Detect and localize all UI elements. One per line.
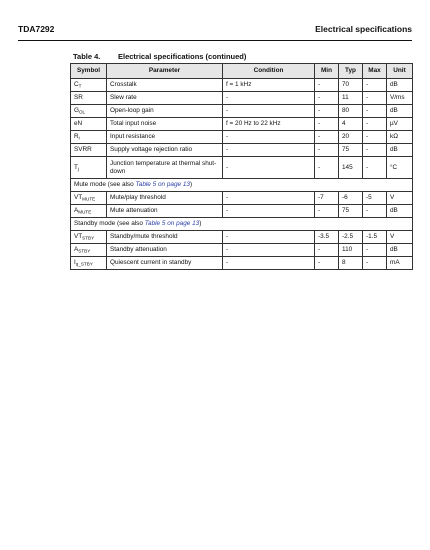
- symbol-subscript: STBY: [82, 235, 95, 241]
- cell-cond: -: [223, 144, 315, 157]
- cell-symbol: [71, 205, 107, 218]
- page-header: [18, 24, 412, 38]
- cell-unit: V/ms: [387, 92, 413, 105]
- cell-typ: 20: [339, 131, 363, 144]
- cell-min: -: [315, 205, 339, 218]
- cell-param: Supply voltage rejection ratio: [107, 144, 223, 157]
- cell-param: Mute/play threshold: [107, 192, 223, 205]
- cell-max: -: [363, 92, 387, 105]
- symbol-text: eN: [74, 120, 83, 127]
- cell-typ: -6: [339, 192, 363, 205]
- cell-max: -: [363, 244, 387, 257]
- col-header-typ: Typ: [339, 64, 363, 79]
- cell-typ: 145: [339, 157, 363, 179]
- cell-symbol: [71, 92, 107, 105]
- cell-symbol: [71, 157, 107, 179]
- table-row: [71, 105, 413, 118]
- electrical-specifications-table: [70, 63, 413, 270]
- section-suffix: ): [189, 181, 193, 188]
- cell-max: -: [363, 257, 387, 270]
- cell-symbol: [71, 118, 107, 131]
- cell-max: -5: [363, 192, 387, 205]
- cell-typ: 70: [339, 79, 363, 92]
- cell-typ: 110: [339, 244, 363, 257]
- cell-min: -3.5: [315, 231, 339, 244]
- cell-max: -: [363, 131, 387, 144]
- cell-min: -: [315, 144, 339, 157]
- table-5-link[interactable]: Table 5 on page 13: [144, 220, 200, 227]
- symbol-subscript: MUTE: [78, 209, 92, 215]
- section-prefix: Standby mode (see also: [74, 220, 145, 227]
- header-divider: [18, 40, 412, 41]
- cell-param: Junction temperature at thermal shut-down: [107, 157, 223, 179]
- table-caption: [73, 52, 246, 61]
- cell-param: Open-loop gain: [107, 105, 223, 118]
- col-header-min: Min: [315, 64, 339, 79]
- symbol-text: I: [74, 259, 76, 266]
- table-row: [71, 118, 413, 131]
- cell-cond: -: [223, 231, 315, 244]
- symbol-text: SVRR: [74, 146, 92, 153]
- cell-cond: -: [223, 92, 315, 105]
- symbol-text: SR: [74, 94, 83, 101]
- table-row: [71, 157, 413, 179]
- symbol-text: VT: [74, 194, 83, 201]
- cell-cond: -: [223, 105, 315, 118]
- cell-unit: mA: [387, 257, 413, 270]
- cell-symbol: [71, 144, 107, 157]
- cell-min: -: [315, 92, 339, 105]
- cell-symbol: [71, 231, 107, 244]
- cell-min: -: [315, 257, 339, 270]
- table-header-row: [71, 64, 413, 79]
- cell-max: -: [363, 118, 387, 131]
- col-header-symbol: Symbol: [71, 64, 107, 79]
- symbol-text: A: [74, 246, 79, 253]
- cell-param: Standby attenuation: [107, 244, 223, 257]
- col-header-max: Max: [363, 64, 387, 79]
- cell-param: Quiescent current in standby: [107, 257, 223, 270]
- cell-unit: dB: [387, 105, 413, 118]
- cell-param: Standby/mute threshold: [107, 231, 223, 244]
- cell-max: -1.5: [363, 231, 387, 244]
- cell-unit: V: [387, 192, 413, 205]
- table-row: [71, 79, 413, 92]
- symbol-subscript: q_STBY: [75, 261, 93, 267]
- cell-cond: -: [223, 205, 315, 218]
- cell-cond: -: [223, 244, 315, 257]
- symbol-subscript: T: [78, 83, 82, 89]
- cell-typ: 80: [339, 105, 363, 118]
- symbol-subscript: j: [77, 166, 79, 171]
- cell-cond: f = 1 kHz: [223, 79, 315, 92]
- cell-min: -7: [315, 192, 339, 205]
- symbol-text: C: [74, 81, 79, 88]
- section-row: [71, 179, 413, 192]
- symbol-text: T: [74, 163, 78, 171]
- cell-param: Slew rate: [107, 92, 223, 105]
- cell-cond: f = 20 Hz to 22 kHz: [223, 118, 315, 131]
- cell-max: -: [363, 105, 387, 118]
- symbol-subscript: i: [78, 135, 80, 141]
- cell-symbol: [71, 257, 107, 270]
- table-title: Electrical specifications (continued): [118, 52, 247, 61]
- table-row: [71, 92, 413, 105]
- cell-max: -: [363, 157, 387, 179]
- cell-unit: V: [387, 231, 413, 244]
- cell-symbol: [71, 131, 107, 144]
- cell-unit: dB: [387, 79, 413, 92]
- cell-typ: 4: [339, 118, 363, 131]
- cell-unit: dB: [387, 144, 413, 157]
- table-number: Table 4.: [73, 52, 101, 61]
- cell-min: -: [315, 105, 339, 118]
- cell-typ: 75: [339, 144, 363, 157]
- col-header-condition: Condition: [223, 64, 315, 79]
- cell-min: -: [315, 79, 339, 92]
- section-label: [71, 218, 413, 231]
- col-header-parameter: Parameter: [107, 64, 223, 79]
- cell-unit: dB: [387, 244, 413, 257]
- cell-param: Total input noise: [107, 118, 223, 131]
- table-row: [71, 231, 413, 244]
- table-row: [71, 244, 413, 257]
- cell-param: Input resistance: [107, 131, 223, 144]
- table-row: [71, 192, 413, 205]
- part-number: TDA7292: [18, 24, 55, 34]
- symbol-subscript: STBY: [78, 248, 91, 254]
- cell-unit: °C: [387, 157, 413, 179]
- cell-symbol: [71, 192, 107, 205]
- cell-max: -: [363, 205, 387, 218]
- section-suffix: ): [199, 220, 202, 227]
- cell-typ: 11: [339, 92, 363, 105]
- cell-typ: 75: [339, 205, 363, 218]
- cell-cond: -: [223, 131, 315, 144]
- section-label: [71, 179, 413, 192]
- symbol-text: G: [74, 107, 79, 114]
- symbol-subscript: OL: [78, 109, 86, 115]
- cell-min: -: [315, 131, 339, 144]
- cell-max: -: [363, 79, 387, 92]
- cell-min: -: [315, 118, 339, 131]
- table-row: [71, 144, 413, 157]
- table-row: [71, 205, 413, 218]
- section-title: Electrical specifications: [315, 24, 412, 34]
- cell-unit: kΩ: [387, 131, 413, 144]
- section-row: [71, 218, 413, 231]
- cell-min: -: [315, 157, 339, 179]
- symbol-subscript: MUTE: [82, 196, 96, 202]
- table-row: [71, 257, 413, 270]
- symbol-text: VT: [74, 233, 83, 240]
- cell-param: Crosstalk: [107, 79, 223, 92]
- cell-symbol: [71, 79, 107, 92]
- cell-cond: -: [223, 192, 315, 205]
- cell-param: Mute attenuation: [107, 205, 223, 218]
- cell-unit: dB: [387, 205, 413, 218]
- cell-symbol: [71, 105, 107, 118]
- cell-typ: -2.5: [339, 231, 363, 244]
- cell-min: -: [315, 244, 339, 257]
- cell-cond: -: [223, 157, 315, 179]
- symbol-text: A: [74, 207, 79, 214]
- symbol-text: R: [74, 133, 79, 140]
- cell-max: -: [363, 144, 387, 157]
- table-row: [71, 131, 413, 144]
- table-5-link[interactable]: Table 5 on page 13: [135, 181, 190, 188]
- col-header-unit: Unit: [387, 64, 413, 79]
- section-prefix: Mute mode (see also: [74, 181, 136, 188]
- cell-unit: µV: [387, 118, 413, 131]
- cell-typ: 8: [339, 257, 363, 270]
- cell-cond: -: [223, 257, 315, 270]
- cell-symbol: [71, 244, 107, 257]
